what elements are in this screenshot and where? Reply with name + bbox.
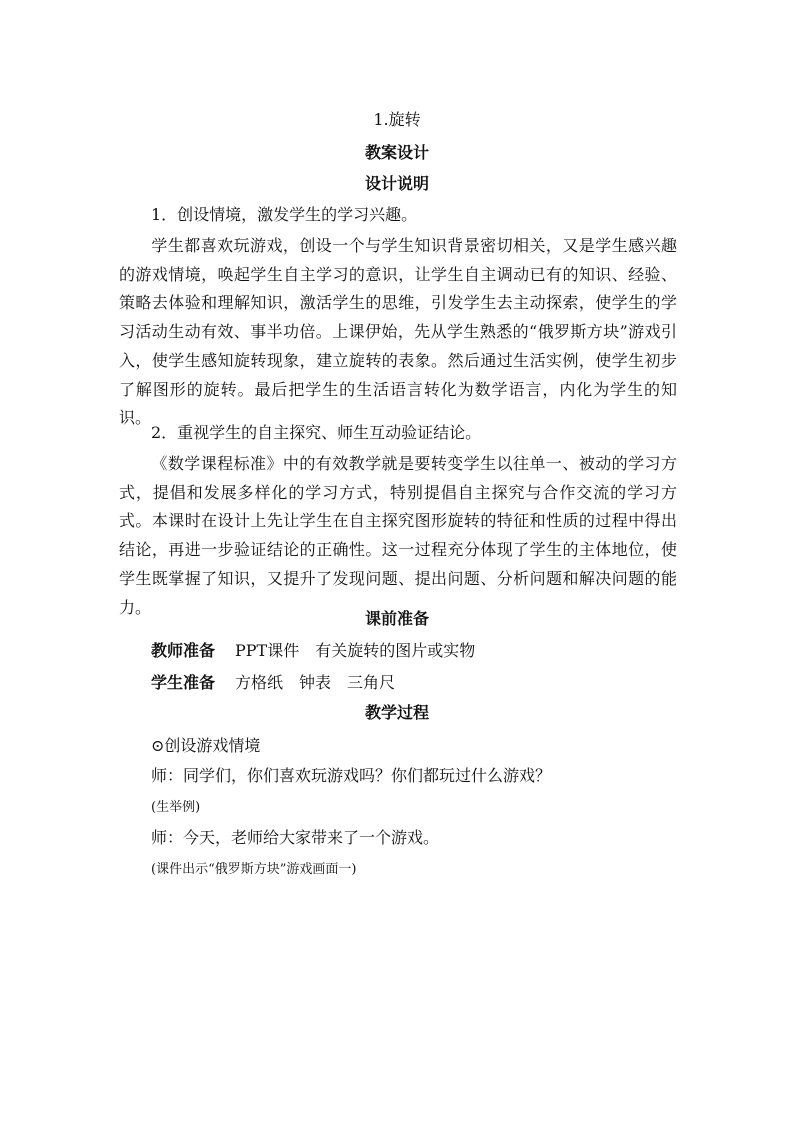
section-game-scenario: ⊙创设游戏情境 [151, 736, 261, 755]
student-preparation [151, 673, 395, 693]
lesson-title: 1.旋转 [373, 110, 421, 129]
student-prep-label: 学生准备 [151, 673, 216, 692]
point-1-body-text: 学生都喜欢玩游戏，创设一个与学生知识背景密切相关，又是学生感兴趣的游戏情境，唤起学生自主学习的意识，让学生自主调动已有的知识、经验、策略去体验和理解知识，激活学生的思维，引发学生去主动探索，使学生的学习活动生动有效、事半功倍。上课伊始，先从学生熟悉的“俄罗斯方块”游戏引入，使学生感知旋转现象，建立旋转的表象。然后通过生活实例，使学生初步了解图形的旋转。最后把学生的生活语言转化为数学语言，内化为学生的知识。 [119, 236, 677, 428]
heading-design-explanation: 设计说明 [364, 174, 429, 193]
point-2-title: 2．重视学生的自主探究、师生互动验证结论。 [151, 423, 482, 442]
student-prep-item: 三角尺 [347, 673, 396, 692]
teacher-dialog-2: 师：今天，老师给大家带来了一个游戏。 [151, 828, 440, 847]
point-2-body [119, 450, 677, 622]
teacher-dialog-1: 师：同学们，你们喜欢玩游戏吗？你们都玩过什么游戏？ [151, 766, 552, 785]
heading-lesson-design: 教案设计 [364, 143, 429, 162]
heading-teaching-process: 教学过程 [364, 703, 429, 722]
point-1-body [119, 232, 677, 433]
point-1-title: 1．创设情境，激发学生的学习兴趣。 [151, 205, 418, 224]
stage-note-1: (生举例) [151, 800, 201, 815]
teacher-prep-item: 有关旋转的图片或实物 [315, 641, 476, 660]
teacher-preparation [151, 641, 475, 661]
stage-note-2: (课件出示“俄罗斯方块”游戏画面一) [151, 862, 357, 877]
teacher-prep-item: PPT课件 [235, 641, 300, 660]
heading-preparation: 课前准备 [364, 609, 429, 628]
point-2-body-text: 《数学课程标准》中的有效教学就是要转变学生以往单一、被动的学习方式，提倡和发展多样化的学习方式，特别提倡自主探究与合作交流的学习方式。本课时在设计上先让学生在自主探究图形旋转的特征和性质的过程中得出结论，再进一步验证结论的正确性。这一过程充分体现了学生的主体地位，使学生既掌握了知识，又提升了发现问题、提出问题、分析问题和解决问题的能力。 [119, 454, 677, 617]
student-prep-item: 方格纸 [235, 673, 284, 692]
teacher-prep-label: 教师准备 [151, 641, 216, 660]
student-prep-item: 钟表 [299, 673, 332, 692]
